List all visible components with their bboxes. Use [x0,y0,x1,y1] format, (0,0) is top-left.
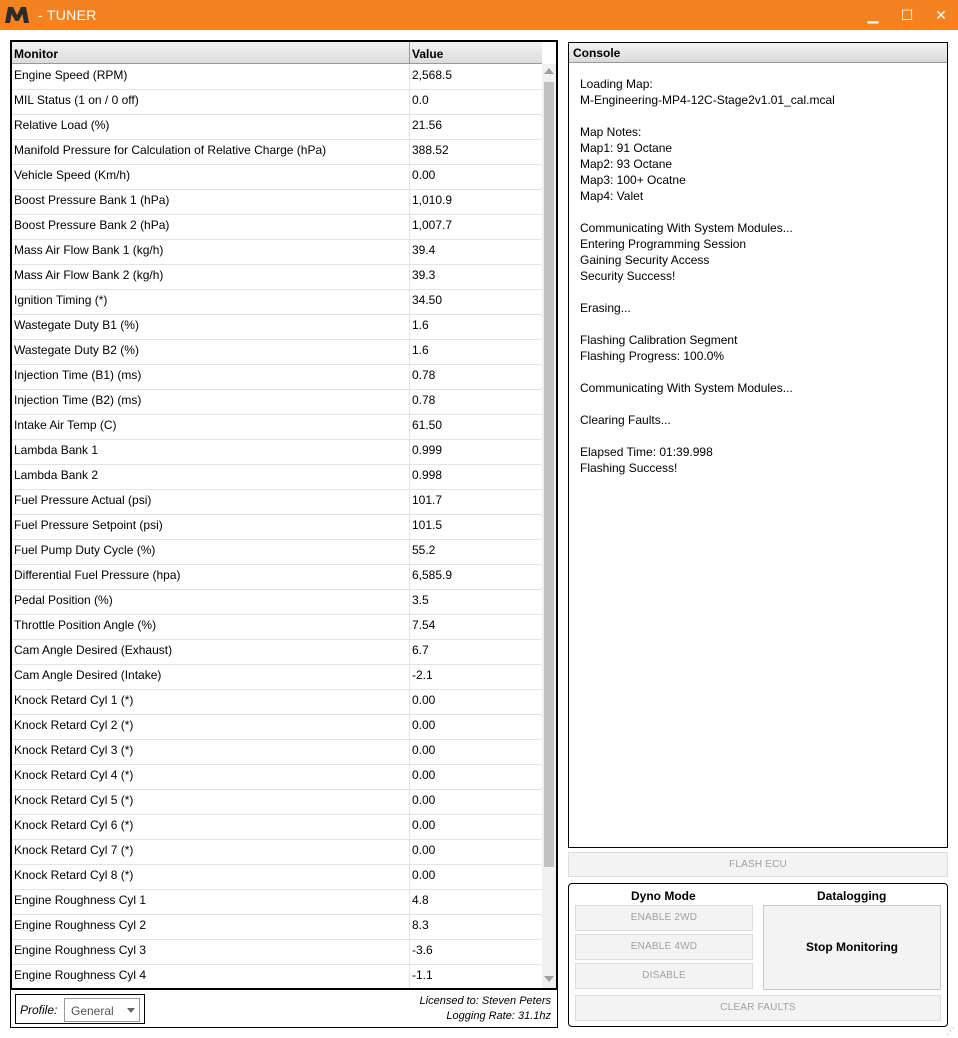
dyno-mode-label: Dyno Mode [631,889,696,903]
monitor-name-cell: Mass Air Flow Bank 1 (kg/h) [14,243,164,257]
cell-divider [409,265,410,290]
monitor-value-cell: 0.00 [412,868,436,882]
monitor-name-cell: MIL Status (1 on / 0 off) [14,93,139,107]
table-row[interactable] [12,290,542,315]
datalogging-label: Datalogging [817,889,887,903]
cell-divider [409,440,410,465]
table-row[interactable] [12,665,542,690]
monitor-value-cell: 0.998 [412,468,443,482]
title-bar [0,0,958,30]
monitor-value-cell: 0.00 [412,693,436,707]
monitor-name-cell: Knock Retard Cyl 7 (*) [14,843,134,857]
column-divider[interactable] [409,42,410,64]
monitor-name-cell: Lambda Bank 2 [14,468,99,482]
cell-divider [409,690,410,715]
control-panel [568,883,948,1027]
table-row[interactable] [12,65,542,90]
monitor-value-cell: 101.5 [412,518,443,532]
cell-divider [409,365,410,390]
monitor-value-cell: 39.4 [412,243,436,257]
table-row[interactable] [12,615,542,640]
table-row[interactable] [12,340,542,365]
monitor-name-cell: Cam Angle Desired (Intake) [14,668,162,682]
table-row[interactable] [12,190,542,215]
monitor-name-cell: Fuel Pressure Setpoint (psi) [14,518,163,532]
monitor-value-cell: 0.00 [412,168,436,182]
license-info [420,994,551,1024]
monitor-table-header [12,42,542,64]
table-row[interactable] [12,765,542,790]
monitor-name-cell: Differential Fuel Pressure (hpa) [14,568,181,582]
cell-divider [409,165,410,190]
table-row[interactable] [12,165,542,190]
cell-divider [409,565,410,590]
cell-divider [409,665,410,690]
monitor-value-cell: 4.8 [412,893,429,907]
minimize-button[interactable]: ▁ [867,7,879,23]
table-row[interactable] [12,315,542,340]
monitor-table [10,40,558,990]
monitor-value-cell: 1.6 [412,318,429,332]
monitor-name-cell: Fuel Pressure Actual (psi) [14,493,152,507]
cell-divider [409,890,410,915]
monitor-value-cell: 21.56 [412,118,443,132]
monitor-footer [10,990,558,1028]
cell-divider [409,840,410,865]
cell-divider [409,540,410,565]
resize-grip-icon[interactable]: ⋰ [946,1026,955,1036]
monitor-name-cell: Knock Retard Cyl 1 (*) [14,693,134,707]
monitor-name-cell: Boost Pressure Bank 1 (hPa) [14,193,170,207]
monitor-name-cell: Relative Load (%) [14,118,110,132]
console-panel [568,42,948,848]
monitor-value-cell: 0.999 [412,443,443,457]
monitor-value-cell: 3.5 [412,593,429,607]
profile-label: Profile: [20,1003,58,1017]
monitor-value-cell: 0.78 [412,368,436,382]
stop-monitoring-button[interactable]: Stop Monitoring [763,905,941,990]
enable-4wd-button[interactable]: ENABLE 4WD [575,934,753,960]
cell-divider [409,390,410,415]
table-row[interactable] [12,540,542,565]
monitor-name-cell: Engine Roughness Cyl 3 [14,943,147,957]
table-row[interactable] [12,690,542,715]
monitor-value-cell: 0.78 [412,393,436,407]
table-row[interactable] [12,790,542,815]
monitor-name-cell: Injection Time (B2) (ms) [14,393,142,407]
cell-divider [409,490,410,515]
monitor-name-cell: Pedal Position (%) [14,593,113,607]
monitor-name-cell: Throttle Position Angle (%) [14,618,157,632]
monitor-value-cell: 0.00 [412,818,436,832]
monitor-name-cell: Engine Roughness Cyl 1 [14,893,147,907]
monitor-name-cell: Lambda Bank 1 [14,443,99,457]
monitor-value-cell: 6.7 [412,643,429,657]
table-row[interactable] [12,415,542,440]
monitor-name-cell: Knock Retard Cyl 6 (*) [14,818,134,832]
table-row[interactable] [12,490,542,515]
monitor-name-cell: Vehicle Speed (Km/h) [14,168,131,182]
table-row[interactable] [12,865,542,890]
scroll-up-icon[interactable] [544,68,554,74]
cell-divider [409,765,410,790]
close-button[interactable]: ✕ [935,7,947,23]
column-header-value[interactable]: Value [412,47,444,61]
monitor-value-cell: 39.3 [412,268,436,282]
monitor-value-cell: 0.00 [412,768,436,782]
table-row[interactable] [12,640,542,665]
table-row[interactable] [12,440,542,465]
monitor-name-cell: Mass Air Flow Bank 2 (kg/h) [14,268,164,282]
cell-divider [409,740,410,765]
monitor-name-cell: Injection Time (B1) (ms) [14,368,142,382]
table-row[interactable] [12,390,542,415]
monitor-value-cell: 6,585.9 [412,568,453,582]
profile-selected-value: General [71,1004,114,1018]
monitor-value-cell: -3.6 [412,943,433,957]
scrollbar-thumb[interactable] [544,82,554,867]
monitor-value-cell: 1.6 [412,343,429,357]
monitor-value-cell: 8.3 [412,918,429,932]
monitor-value-cell: 0.00 [412,793,436,807]
monitor-value-cell: 0.00 [412,843,436,857]
cell-divider [409,940,410,965]
column-header-monitor[interactable]: Monitor [14,47,58,61]
table-row[interactable] [12,565,542,590]
table-row[interactable] [12,90,542,115]
console-header [569,43,947,63]
table-row[interactable] [12,465,542,490]
monitor-name-cell: Ignition Timing (*) [14,293,108,307]
table-row[interactable] [12,590,542,615]
monitor-value-cell: 0.00 [412,743,436,757]
cell-divider [409,340,410,365]
cell-divider [409,965,410,990]
monitor-name-cell: Engine Roughness Cyl 2 [14,918,147,932]
monitor-value-cell: -1.1 [412,968,433,982]
cell-divider [409,65,410,90]
cell-divider [409,815,410,840]
console-output[interactable]: Loading Map: M-Engineering-MP4-12C-Stage2v1.01_cal.mcal Map Notes: Map1: 91 Octane Map2: 93 Octane Map3: 100+ Ocatne Map4: Valet Communicating With System Modules... Entering Programming Session Gaining Security Access Security Success! Erasing... Flashing Calibration Segment Flashing Progress: 100.0% Communicating With System Modules... Clearing Faults... Elapsed Time: 01:39.998 Flashing Success! [580,77,835,475]
monitor-value-cell: 61.50 [412,418,443,432]
monitor-name-cell: Engine Roughness Cyl 4 [14,968,147,982]
enable-2wd-button[interactable]: ENABLE 2WD [575,905,753,931]
maximize-button[interactable]: ☐ [900,7,914,23]
cell-divider [409,790,410,815]
monitor-value-cell: 0.00 [412,718,436,732]
cell-divider [409,515,410,540]
cell-divider [409,140,410,165]
monitor-value-cell: -2.1 [412,668,433,682]
monitor-name-cell: Knock Retard Cyl 3 (*) [14,743,134,757]
table-row[interactable] [12,840,542,865]
cell-divider [409,90,410,115]
table-row[interactable] [12,715,542,740]
cell-divider [409,590,410,615]
cell-divider [409,415,410,440]
cell-divider [409,190,410,215]
monitor-scrollbar[interactable] [542,64,556,988]
profile-group [15,994,145,1024]
cell-divider [409,290,410,315]
monitor-name-cell: Cam Angle Desired (Exhaust) [14,643,173,657]
monitor-name-cell: Engine Speed (RPM) [14,68,128,82]
table-row[interactable] [12,740,542,765]
monitor-name-cell: Boost Pressure Bank 2 (hPa) [14,218,170,232]
flash-ecu-button[interactable]: FLASH ECU [568,852,948,877]
cell-divider [409,715,410,740]
monitor-name-cell: Knock Retard Cyl 5 (*) [14,793,134,807]
table-row[interactable] [12,940,542,965]
monitor-value-cell: 101.7 [412,493,443,507]
table-row[interactable] [12,515,542,540]
monitor-name-cell: Knock Retard Cyl 2 (*) [14,718,134,732]
cell-divider [409,465,410,490]
monitor-value-cell: 7.54 [412,618,436,632]
cell-divider [409,215,410,240]
console-title: Console [573,46,621,60]
monitor-name-cell: Knock Retard Cyl 4 (*) [14,768,134,782]
monitor-value-cell: 2,568.5 [412,68,453,82]
monitor-name-cell: Wastegate Duty B1 (%) [14,318,139,332]
profile-dropdown[interactable] [64,998,140,1022]
app-logo-icon [4,5,30,25]
monitor-value-cell: 1,007.7 [412,218,453,232]
cell-divider [409,615,410,640]
table-row[interactable] [12,140,542,165]
cell-divider [409,915,410,940]
cell-divider [409,315,410,340]
table-row[interactable] [12,815,542,840]
licensed-to: Licensed to: Steven Peters [419,995,551,1007]
monitor-name-cell: Wastegate Duty B2 (%) [14,343,139,357]
table-row[interactable] [12,215,542,240]
monitor-name-cell: Knock Retard Cyl 8 (*) [14,868,134,882]
monitor-name-cell: Fuel Pump Duty Cycle (%) [14,543,156,557]
cell-divider [409,115,410,140]
cell-divider [409,865,410,890]
scroll-down-icon[interactable] [544,976,554,982]
monitor-name-cell: Manifold Pressure for Calculation of Relative Charge (hPa) [14,143,327,157]
table-row[interactable] [12,915,542,940]
window-title: - TUNER [38,7,97,23]
cell-divider [409,240,410,265]
table-row[interactable] [12,890,542,915]
table-row[interactable] [12,240,542,265]
chevron-down-icon [127,1008,135,1013]
disable-button[interactable]: DISABLE [575,963,753,989]
monitor-rows [12,65,542,990]
monitor-value-cell: 388.52 [412,143,449,157]
cell-divider [409,640,410,665]
monitor-value-cell: 0.0 [412,93,429,107]
table-row[interactable] [12,265,542,290]
table-row[interactable] [12,115,542,140]
clear-faults-button[interactable]: CLEAR FAULTS [575,995,941,1021]
monitor-name-cell: Intake Air Temp (C) [14,418,117,432]
monitor-value-cell: 55.2 [412,543,436,557]
monitor-value-cell: 34.50 [412,293,443,307]
table-row[interactable] [12,365,542,390]
table-row[interactable] [12,965,542,990]
monitor-value-cell: 1,010.9 [412,193,453,207]
logging-rate: Logging Rate: 31.1hz [446,1010,551,1022]
